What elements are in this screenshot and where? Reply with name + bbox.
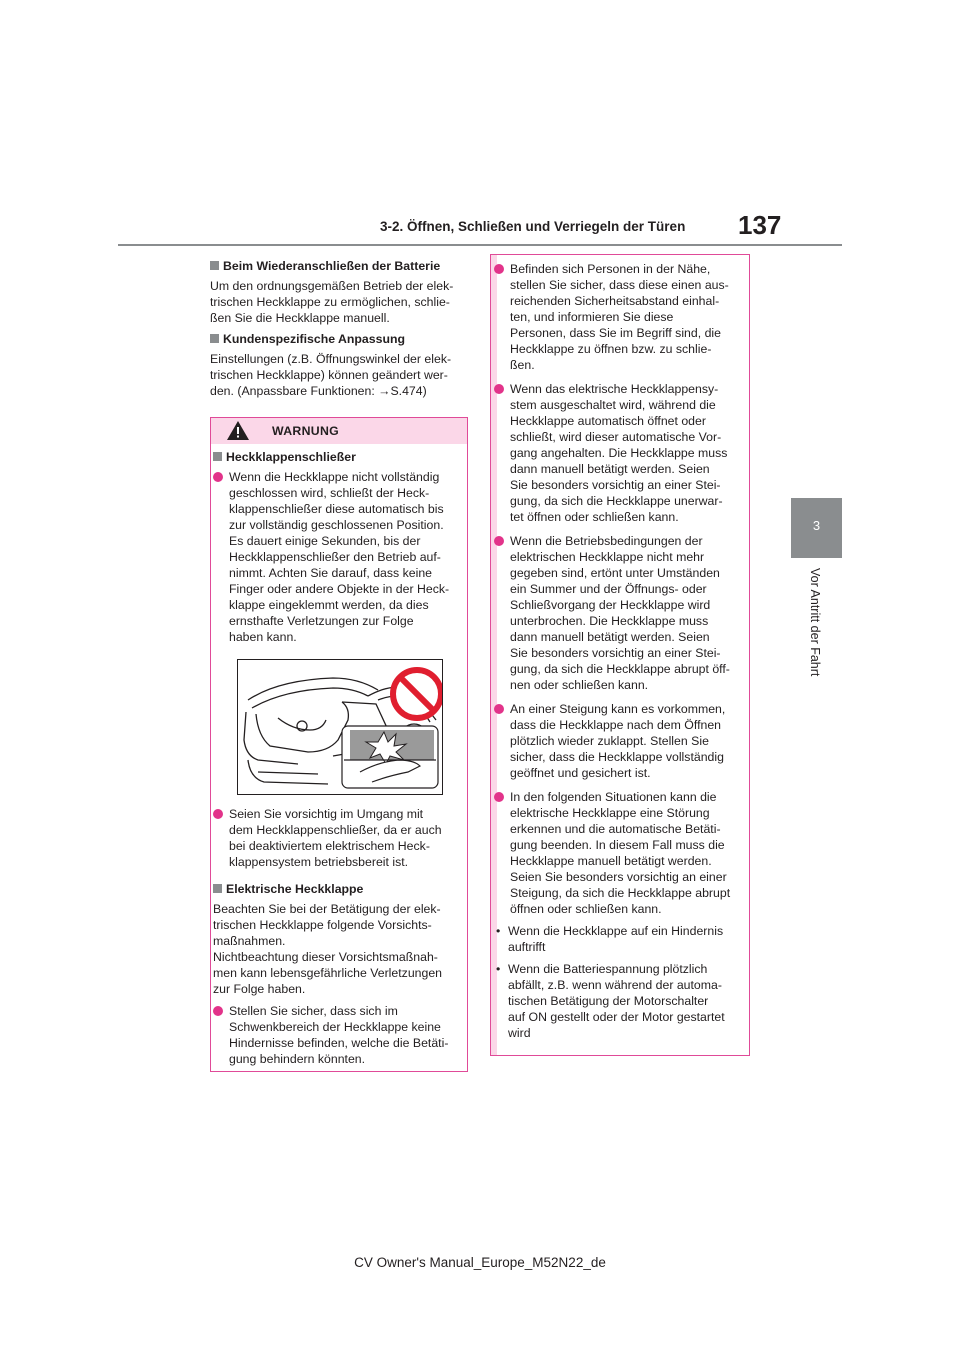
text-line: zur vollständig geschlossenen Position. [229, 518, 444, 532]
text-line: dass die Heckklappe nach dem Öffnen [510, 718, 721, 732]
page-number: 137 [738, 210, 782, 240]
text-line: Heckklappe automatisch öffnet oder [510, 414, 706, 428]
bullet-item [213, 1003, 465, 1067]
text-line: klappenschließer diese automatisch bis [229, 502, 444, 516]
text-line: Hindernisse befinden, welche die Betäti- [229, 1036, 449, 1050]
bullet-dot-icon [494, 264, 504, 274]
text-line: Wenn die Heckklappe nicht vollständig [229, 470, 440, 484]
text-line: Finger oder andere Objekte in der Heck- [229, 582, 450, 596]
text-line: Einstellungen (z.B. Öffnungswinkel der elek- [210, 352, 452, 366]
text-line: • Wenn die Batteriespannung plötzlich [508, 962, 708, 976]
bullet-item [213, 469, 465, 645]
warning-closer-bullet2 [213, 806, 465, 870]
text-line: Heckklappenschließer den Betrieb auf- [229, 550, 441, 564]
text-line: stem ausgeschaltet wird, während die [510, 398, 716, 412]
section-heading [210, 331, 470, 347]
text-line: geschlossen wird, schließt der Heck- [229, 486, 430, 500]
text-line: Nichtbeachtung dieser Vorsichtsmaßnah- [213, 950, 438, 964]
paragraph [210, 351, 470, 399]
text-line: reichenden Sicherheitsabstand einhal- [510, 294, 720, 308]
bullet-dot-icon [494, 792, 504, 802]
text-line: plötzlich wieder zuklappt. Stellen Sie [510, 734, 709, 748]
bullet-dot-icon [494, 384, 504, 394]
text-line: nen oder schließen kann. [510, 678, 649, 692]
text-line: auf ON gestellt oder der Motor gestartet [508, 1010, 725, 1024]
text-line: ßen. [510, 358, 535, 372]
text-line: gung, da sich die Heckklappe unerwar- [510, 494, 723, 508]
bullet-dot-icon [213, 472, 223, 482]
warning-triangle-icon [226, 420, 250, 441]
section-heading [213, 449, 465, 465]
text-line: sicher, dass die Heckklappe vollständig [510, 750, 724, 764]
text-line: erkennen und die automatische Betäti- [510, 822, 721, 836]
text-line: ernsthafte Verletzungen zur Folge [229, 614, 414, 628]
text-line: dann manuell betätigt werden. Seien [510, 462, 710, 476]
footer-text: CV Owner's Manual_Europe_M52N22_de [354, 1255, 606, 1270]
text-line: maßnahmen. [213, 934, 286, 948]
heading-text: Kundenspezifische Anpassung [223, 332, 405, 346]
text-line: trischen Heckklappe zu ermöglichen, schlie- [210, 295, 450, 309]
text-line: gung behindern könnten. [229, 1052, 366, 1066]
square-bullet-icon [213, 884, 222, 893]
text-line: Heckklappe zu öffnen bzw. zu schlie- [510, 342, 712, 356]
text-line: Seien Sie vorsichtig im Umgang mit [229, 807, 424, 821]
paragraph [210, 278, 470, 326]
tailgate-illustration [237, 659, 443, 795]
bullet-item [494, 533, 746, 693]
text-line: Um den ordnungsgemäßen Betrieb der elek- [210, 279, 454, 293]
text-line: • Wenn die Heckklappe auf ein Hindernis [508, 924, 724, 938]
warning-label: WARNUNG [272, 424, 339, 438]
bullet-dot-icon [213, 1006, 223, 1016]
tailgate-drawing [238, 660, 442, 794]
text-line: haben kann. [229, 630, 297, 644]
text-line: dann manuell betätigt werden. Seien [510, 630, 710, 644]
text-line: auftrifft [508, 940, 546, 954]
text-line: bei deaktiviertem elektrischem Heck- [229, 839, 430, 853]
section-customization [210, 331, 470, 399]
text-line: unterbrochen. Die Heckklappe muss [510, 614, 709, 628]
text-line: elektrische Heckklappe eine Störung [510, 806, 710, 820]
prohibition-icon [393, 670, 441, 718]
text-line: schließt, wird dieser automatische Vor- [510, 430, 722, 444]
square-bullet-icon [213, 452, 222, 461]
dash-item [494, 961, 746, 1041]
section-title: 3-2. Öffnen, Schließen und Verriegeln der Türen [380, 219, 686, 234]
text-line: ten, und informieren Sie diese [510, 310, 674, 324]
text-line: nimmt. Achten Sie darauf, dass keine [229, 566, 433, 580]
text-line: trischen Heckklappe) können geändert wer- [210, 368, 448, 382]
square-bullet-icon [210, 261, 219, 270]
text-line: Es dauert einige Sekunden, bis der [229, 534, 421, 548]
warning-electric-section [213, 881, 465, 1067]
text-line: elektrischen Heckklappe nicht mehr [510, 550, 705, 564]
text-line: klappe eingeklemmt werden, da dies [229, 598, 429, 612]
bullet-dot-icon [213, 809, 223, 819]
text-line: gung beenden. In diesem Fall muss die [510, 838, 725, 852]
bullet-dot-icon [494, 704, 504, 714]
heading-text: Elektrische Heckklappe [226, 882, 364, 896]
text-line: tet öffnen oder schließen kann. [510, 510, 679, 524]
bullet-dot-icon [494, 536, 504, 546]
bullet-item [494, 261, 746, 373]
bullet-item [494, 701, 746, 781]
text-line: Stellen Sie sicher, dass sich im [229, 1004, 398, 1018]
text-line: Schließvorgang der Heckklappe wird [510, 598, 711, 612]
text-line: Personen, dass Sie im Begriff sind, die [510, 326, 721, 340]
text-line: ßen Sie die Heckklappe manuell. [210, 311, 390, 325]
square-bullet-icon [210, 334, 219, 343]
text-line: abfällt, z.B. wenn während der automa- [508, 978, 722, 992]
text-line: ein Summer und der Öffnungs- oder [510, 582, 707, 596]
text-line: Wenn das elektrische Heckklappensy- [510, 382, 719, 396]
text-line: stellen Sie sicher, dass diese einen aus- [510, 278, 729, 292]
text-line: öffnen oder schließen kann. [510, 902, 662, 916]
warning-closer-section [213, 449, 465, 645]
paragraph [213, 901, 465, 997]
dash-item [494, 923, 746, 955]
text-line: tischen Betätigung der Motorschalter [508, 994, 709, 1008]
bullet-item [494, 381, 746, 525]
chapter-title: Vor Antritt der Fahrt [808, 568, 822, 677]
text-line: Beachten Sie bei der Betätigung der elek- [213, 902, 441, 916]
text-line: An einer Steigung kann es vorkommen, [510, 702, 726, 716]
right-bullets [494, 261, 746, 1041]
text-line: klappensystem betriebsbereit ist. [229, 855, 409, 869]
section-heading [213, 881, 465, 897]
text-line: In den folgenden Situationen kann die [510, 790, 717, 804]
bullet-item [494, 789, 746, 917]
text-line: Sie besonders vorsichtig an einer Stei- [510, 478, 721, 492]
chapter-number: 3 [812, 518, 821, 533]
bullet-item [213, 806, 465, 870]
text-line: Schwenkbereich der Heckklappe keine [229, 1020, 441, 1034]
chapter-title-vertical [806, 568, 828, 688]
text-line: wird [508, 1026, 531, 1040]
text-line: trischen Heckklappe folgende Vorsichts- [213, 918, 432, 932]
heading-text: Beim Wiederanschließen der Batterie [223, 259, 441, 273]
text-line: zur Folge haben. [213, 982, 306, 996]
text-line: gegeben sind, ertönt unter Umständen [510, 566, 720, 580]
text-line: dem Heckklappenschließer, da er auch [229, 823, 442, 837]
text-line: geöffnet und gesichert ist. [510, 766, 651, 780]
header-rule [118, 244, 842, 246]
text-line: men kann lebensgefährliche Verletzungen [213, 966, 443, 980]
section-heading [210, 258, 470, 274]
text-line: Wenn die Betriebsbedingungen der [510, 534, 703, 548]
text-line: gang angehalten. Die Heckklappe muss [510, 446, 728, 460]
text-line: Sie besonders vorsichtig an einer Stei- [510, 646, 721, 660]
heading-text: Heckklappenschließer [226, 450, 356, 464]
text-line: Seien Sie besonders vorsichtig an einer [510, 870, 727, 884]
section-battery [210, 258, 470, 326]
text-line: Befinden sich Personen in der Nähe, [510, 262, 711, 276]
text-line: den. (Anpassbare Funktionen: →S.474) [210, 384, 427, 398]
text-line: gung, da sich die Heckklappe abrupt öff- [510, 662, 730, 676]
text-line: Heckklappe manuell betätigt werden. [510, 854, 712, 868]
text-line: Steigung, da sich die Heckklappe abrupt [510, 886, 731, 900]
